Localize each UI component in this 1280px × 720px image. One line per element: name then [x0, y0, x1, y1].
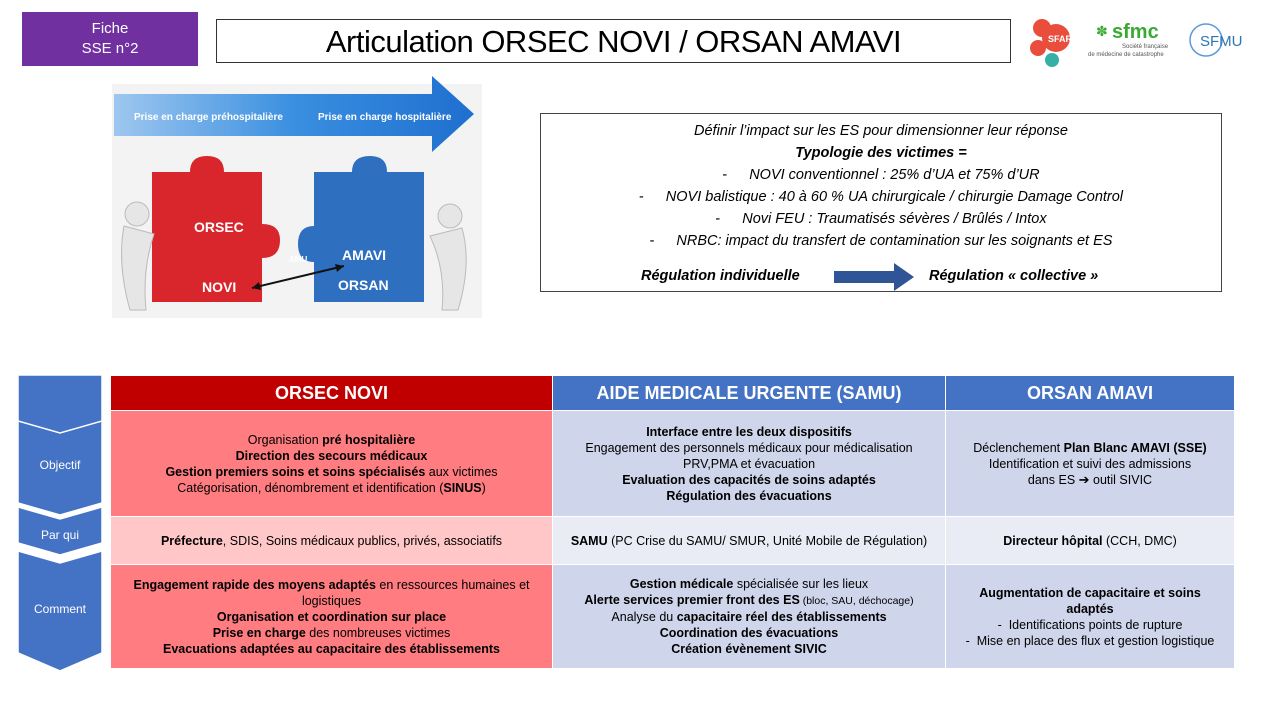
- sfmc-sub2: de médecine de catastrophe: [1088, 52, 1164, 58]
- orsec-label: ORSEC: [194, 219, 244, 235]
- page-title: Articulation ORSEC NOVI / ORSAN AMAVI: [216, 19, 1011, 63]
- cell-comment-novi: Engagement rapide des moyens adaptés en ressources humaines et logistiques Organisation et coordination sur place Prise en charge des nombreuses victimes Evacuations adaptées au capacitaire des établissements: [111, 565, 553, 669]
- regulation-collective: Régulation « collective »: [929, 268, 1099, 284]
- amu-label: AMU: [289, 255, 308, 264]
- cell-parqui-novi: Préfecture, SDIS, Soins médicaux publics, privés, associatifs: [111, 517, 553, 565]
- sfar-logo: [1030, 19, 1073, 67]
- chevron-par-qui-label: Par qui: [40, 528, 80, 542]
- table-header-row: [111, 376, 1235, 411]
- info-item-4: - NRBC: impact du transfert de contamination sur les soignants et ES: [649, 233, 1113, 249]
- cell-objectif-novi: Organisation pré hospitalière Direction des secours médicaux Gestion premiers soins et soins spécialisés aux victimes Catégorisation, dénombrement et identification (SINUS): [111, 411, 553, 517]
- info-line-2: Typologie des victimes =: [795, 145, 967, 161]
- info-item-3: - Novi FEU : Traumatisés sévères / Brûlés / Intox: [715, 211, 1047, 227]
- row-chevrons: [18, 375, 102, 675]
- sfar-text: SFAR: [1048, 34, 1073, 44]
- regulation-arrow: [834, 262, 916, 292]
- cell-objectif-amavi: Déclenchement Plan Blanc AMAVI (SSE) Identification et suivi des admissions dans ES ➔ outil SIVIC: [946, 411, 1235, 517]
- table-row-par-qui: [111, 517, 1235, 565]
- cell-comment-samu: Gestion médicale spécialisée sur les lieux Alerte services premier front des ES (bloc, SAU, déchocage) Analyse du capacitaire réel des établissements Coordination des évacuations Création évènement SIVIC: [553, 565, 946, 669]
- info-item-1: - NOVI conventionnel : 25% d’UA et 75% d’UR: [722, 167, 1040, 183]
- fiche-label: Fiche: [91, 20, 129, 37]
- regulation-individual: Régulation individuelle: [641, 268, 800, 284]
- puzzle-illustration: [112, 74, 482, 318]
- header-orsec-novi: ORSEC NOVI: [111, 376, 553, 411]
- arrow-left-label: Prise en charge préhospitalière: [134, 112, 283, 123]
- sfmc-sub1: Société française: [1122, 44, 1169, 50]
- svg-text:✽: ✽: [1096, 23, 1108, 39]
- chevron-objectif-label: Objectif: [39, 458, 81, 472]
- logos: [1028, 14, 1268, 70]
- sfmu-text: SFMU: [1200, 33, 1243, 50]
- orsan-label: ORSAN: [338, 277, 389, 293]
- sfmu-logo: [1190, 24, 1243, 56]
- fiche-number: SSE n°2: [81, 40, 139, 57]
- info-box: [540, 113, 1222, 292]
- partner-logos: [1028, 14, 1268, 70]
- novi-label: NOVI: [202, 279, 237, 295]
- puzzle-svg: [112, 74, 482, 318]
- table-row-comment: [111, 565, 1235, 669]
- right-arrow-icon: ➔: [1078, 471, 1090, 487]
- sfmc-text: sfmc: [1112, 21, 1159, 43]
- table-row-objectif: [111, 411, 1235, 517]
- cell-parqui-amavi: Directeur hôpital (CCH, DMC): [946, 517, 1235, 565]
- cell-objectif-samu: Interface entre les deux dispositifs Engagement des personnels médicaux pour médicalisation PRV,PMA et évacuation Evaluation des capacités de soins adaptés Régulation des évacuations: [553, 411, 946, 517]
- info-item-2: - NOVI balistique : 40 à 60 % UA chirurgicale / chirurgie Damage Control: [638, 189, 1124, 205]
- cell-parqui-samu: SAMU (PC Crise du SAMU/ SMUR, Unité Mobile de Régulation): [553, 517, 946, 565]
- cell-comment-amavi: Augmentation de capacitaire et soins adaptés - Identifications points de rupture - Mise en place des flux et gestion logistique: [946, 565, 1235, 669]
- info-line-1: Définir l’impact sur les ES pour dimensionner leur réponse: [694, 123, 1068, 139]
- arrow-right-label: Prise en charge hospitalière: [318, 112, 452, 123]
- header-samu: AIDE MEDICALE URGENTE (SAMU): [553, 376, 946, 411]
- sfmc-logo: [1088, 21, 1169, 58]
- amavi-label: AMAVI: [342, 247, 387, 263]
- chevron-comment-label: Comment: [33, 602, 87, 616]
- articulation-table: [110, 375, 1235, 669]
- fiche-badge: [22, 12, 198, 66]
- header-orsan-amavi: ORSAN AMAVI: [946, 376, 1235, 411]
